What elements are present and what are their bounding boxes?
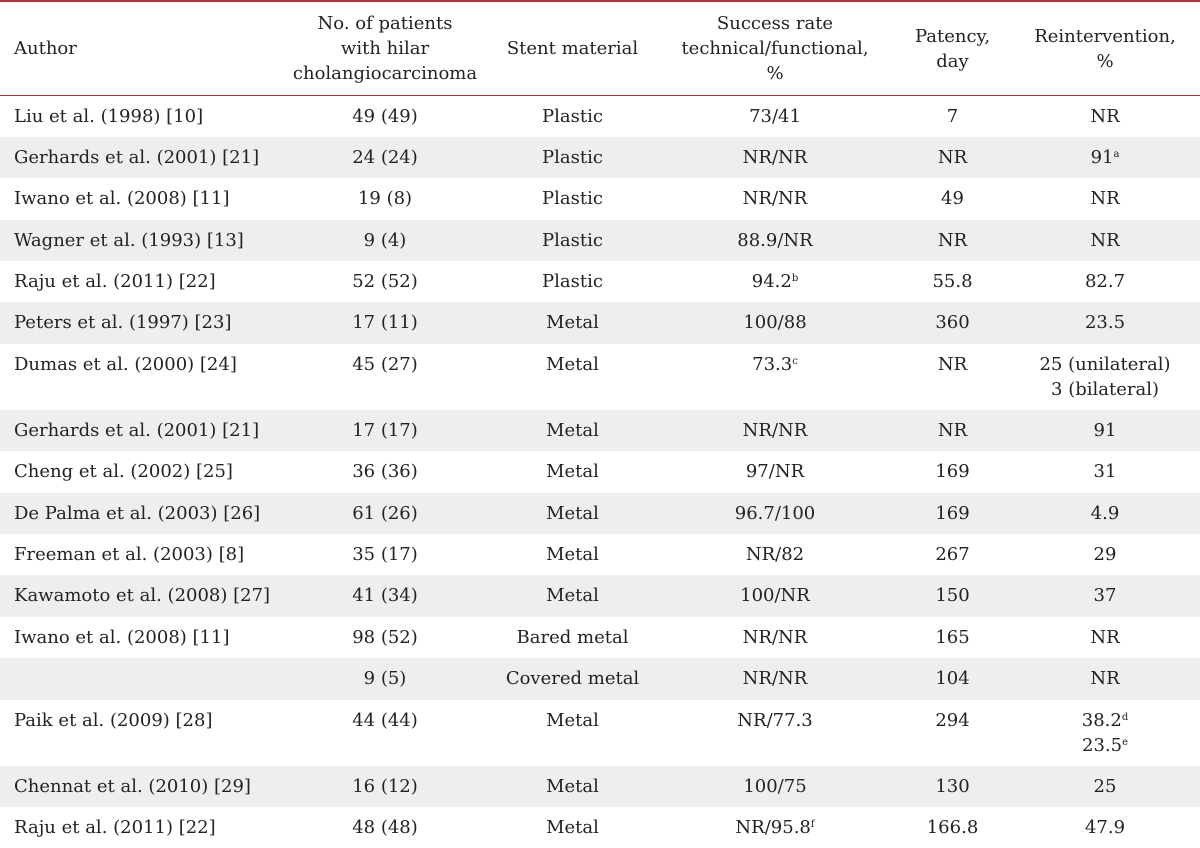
cell-patients: 98 (52) bbox=[280, 617, 490, 658]
cell-success: NR/82 bbox=[655, 534, 895, 575]
cell-material: Metal bbox=[490, 302, 655, 343]
cell-material: Plastic bbox=[490, 178, 655, 219]
cell-patency: 7 bbox=[895, 96, 1010, 137]
cell-reintervention: 25 (unilateral) 3 (bilateral) bbox=[1010, 344, 1200, 410]
cell-patency: 166.8 bbox=[895, 807, 1010, 848]
cell-material: Bared metal bbox=[490, 617, 655, 658]
cell-reintervention: 25 bbox=[1010, 766, 1200, 807]
cell-patency: NR bbox=[895, 344, 1010, 410]
table-row bbox=[0, 451, 1200, 492]
cell-patency: 49 bbox=[895, 178, 1010, 219]
cell-patients: 48 (48) bbox=[280, 807, 490, 848]
cell-patients: 49 (49) bbox=[280, 96, 490, 137]
footnote-mark: e bbox=[1122, 737, 1128, 748]
cell-patients: 9 (5) bbox=[280, 658, 490, 699]
cell-success: 100/75 bbox=[655, 766, 895, 807]
cell-author: Iwano et al. (2008) [11] bbox=[0, 178, 280, 219]
cell-patients: 19 (8) bbox=[280, 178, 490, 219]
table-row bbox=[0, 137, 1200, 178]
header-patency: Patency, day bbox=[895, 2, 1010, 96]
footnote-mark: c bbox=[792, 356, 798, 367]
cell-author: Wagner et al. (1993) [13] bbox=[0, 220, 280, 261]
cell-patients: 52 (52) bbox=[280, 261, 490, 302]
cell-material: Covered metal bbox=[490, 658, 655, 699]
cell-reintervention: 4.9 bbox=[1010, 493, 1200, 534]
cell-material: Metal bbox=[490, 700, 655, 766]
cell-success: 94.2$^b$ bbox=[655, 261, 895, 302]
cell-patency: 130 bbox=[895, 766, 1010, 807]
cell-patients: 24 (24) bbox=[280, 137, 490, 178]
cell-success: 96.7/100 bbox=[655, 493, 895, 534]
footnote-mark: a bbox=[1113, 149, 1119, 160]
cell-material: Metal bbox=[490, 493, 655, 534]
cell-reintervention: NR bbox=[1010, 658, 1200, 699]
cell-reintervention: 47.9 bbox=[1010, 807, 1200, 848]
table-row bbox=[0, 766, 1200, 807]
cell-success: NR/NR bbox=[655, 658, 895, 699]
table-row bbox=[0, 302, 1200, 343]
cell-success: 97/NR bbox=[655, 451, 895, 492]
cell-success: 73.3$^c$ bbox=[655, 344, 895, 410]
cell-success: 88.9/NR bbox=[655, 220, 895, 261]
cell-author: Gerhards et al. (2001) [21] bbox=[0, 137, 280, 178]
cell-success: NR/NR bbox=[655, 617, 895, 658]
cell-reintervention: NR bbox=[1010, 96, 1200, 137]
cell-author: Kawamoto et al. (2008) [27] bbox=[0, 575, 280, 616]
cell-material: Metal bbox=[490, 575, 655, 616]
cell-reintervention: NR bbox=[1010, 220, 1200, 261]
header-material: Stent material bbox=[490, 2, 655, 96]
cell-success: NR/NR bbox=[655, 410, 895, 451]
cell-reintervention: NR bbox=[1010, 617, 1200, 658]
cell-author: Gerhards et al. (2001) [21] bbox=[0, 410, 280, 451]
table-header bbox=[0, 2, 1200, 96]
table-row bbox=[0, 617, 1200, 658]
cell-patients: 35 (17) bbox=[280, 534, 490, 575]
cell-patency: NR bbox=[895, 137, 1010, 178]
table-row bbox=[0, 220, 1200, 261]
cell-material: Metal bbox=[490, 344, 655, 410]
cell-reintervention: 91 bbox=[1010, 410, 1200, 451]
table-row bbox=[0, 96, 1200, 137]
cell-material: Plastic bbox=[490, 220, 655, 261]
cell-author: De Palma et al. (2003) [26] bbox=[0, 493, 280, 534]
cell-reintervention: 23.5 bbox=[1010, 302, 1200, 343]
footnote-mark: b bbox=[792, 273, 798, 284]
cell-patients: 16 (12) bbox=[280, 766, 490, 807]
cell-patients: 41 (34) bbox=[280, 575, 490, 616]
cell-patency: NR bbox=[895, 410, 1010, 451]
stent-outcomes-table bbox=[0, 2, 1200, 848]
footnote-mark: f bbox=[811, 819, 815, 830]
cell-reintervention: 31 bbox=[1010, 451, 1200, 492]
cell-patency: 104 bbox=[895, 658, 1010, 699]
cell-author: Liu et al. (1998) [10] bbox=[0, 96, 280, 137]
cell-author bbox=[0, 658, 280, 699]
cell-reintervention: 37 bbox=[1010, 575, 1200, 616]
table-row bbox=[0, 178, 1200, 219]
header-reintervention: Reintervention, % bbox=[1010, 2, 1200, 96]
cell-reintervention: NR bbox=[1010, 178, 1200, 219]
cell-reintervention: 82.7 bbox=[1010, 261, 1200, 302]
cell-patients: 9 (4) bbox=[280, 220, 490, 261]
footnote-mark: d bbox=[1122, 712, 1128, 723]
cell-reintervention: 29 bbox=[1010, 534, 1200, 575]
cell-author: Dumas et al. (2000) [24] bbox=[0, 344, 280, 410]
cell-author: Freeman et al. (2003) [8] bbox=[0, 534, 280, 575]
cell-patency: NR bbox=[895, 220, 1010, 261]
cell-patency: 360 bbox=[895, 302, 1010, 343]
cell-reintervention: 38.2$^d$ 23.5e bbox=[1010, 700, 1200, 766]
cell-patients: 61 (26) bbox=[280, 493, 490, 534]
cell-patients: 17 (11) bbox=[280, 302, 490, 343]
cell-patency: 55.8 bbox=[895, 261, 1010, 302]
cell-success: NR/NR bbox=[655, 178, 895, 219]
cell-material: Plastic bbox=[490, 96, 655, 137]
cell-author: Paik et al. (2009) [28] bbox=[0, 700, 280, 766]
table-row bbox=[0, 534, 1200, 575]
cell-author: Chennat et al. (2010) [29] bbox=[0, 766, 280, 807]
cell-patency: 267 bbox=[895, 534, 1010, 575]
table-row bbox=[0, 493, 1200, 534]
cell-patency: 169 bbox=[895, 493, 1010, 534]
cell-material: Metal bbox=[490, 410, 655, 451]
cell-patency: 165 bbox=[895, 617, 1010, 658]
cell-success: 73/41 bbox=[655, 96, 895, 137]
cell-success: NR/NR bbox=[655, 137, 895, 178]
table-body bbox=[0, 96, 1200, 848]
cell-success: 100/88 bbox=[655, 302, 895, 343]
cell-author: Cheng et al. (2002) [25] bbox=[0, 451, 280, 492]
cell-patients: 36 (36) bbox=[280, 451, 490, 492]
table-row bbox=[0, 700, 1200, 766]
table-row bbox=[0, 575, 1200, 616]
cell-patients: 44 (44) bbox=[280, 700, 490, 766]
table-row bbox=[0, 658, 1200, 699]
cell-patency: 169 bbox=[895, 451, 1010, 492]
table-row bbox=[0, 807, 1200, 848]
table-row bbox=[0, 261, 1200, 302]
header-success: Success rate technical/functional, % bbox=[655, 2, 895, 96]
cell-author: Raju et al. (2011) [22] bbox=[0, 807, 280, 848]
header-author: Author bbox=[0, 2, 280, 96]
cell-patency: 294 bbox=[895, 700, 1010, 766]
cell-reintervention: 91$^a$ bbox=[1010, 137, 1200, 178]
cell-success: NR/77.3 bbox=[655, 700, 895, 766]
cell-success: 100/NR bbox=[655, 575, 895, 616]
cell-patients: 45 (27) bbox=[280, 344, 490, 410]
table-row bbox=[0, 344, 1200, 410]
cell-author: Raju et al. (2011) [22] bbox=[0, 261, 280, 302]
table-row bbox=[0, 410, 1200, 451]
cell-patency: 150 bbox=[895, 575, 1010, 616]
cell-material: Metal bbox=[490, 807, 655, 848]
cell-author: Peters et al. (1997) [23] bbox=[0, 302, 280, 343]
cell-author: Iwano et al. (2008) [11] bbox=[0, 617, 280, 658]
cell-material: Plastic bbox=[490, 137, 655, 178]
cell-material: Metal bbox=[490, 534, 655, 575]
cell-success: NR/95.8$^f$ bbox=[655, 807, 895, 848]
header-patients: No. of patients with hilar cholangiocarcinoma bbox=[280, 2, 490, 96]
cell-patients: 17 (17) bbox=[280, 410, 490, 451]
cell-material: Plastic bbox=[490, 261, 655, 302]
cell-material: Metal bbox=[490, 451, 655, 492]
cell-material: Metal bbox=[490, 766, 655, 807]
